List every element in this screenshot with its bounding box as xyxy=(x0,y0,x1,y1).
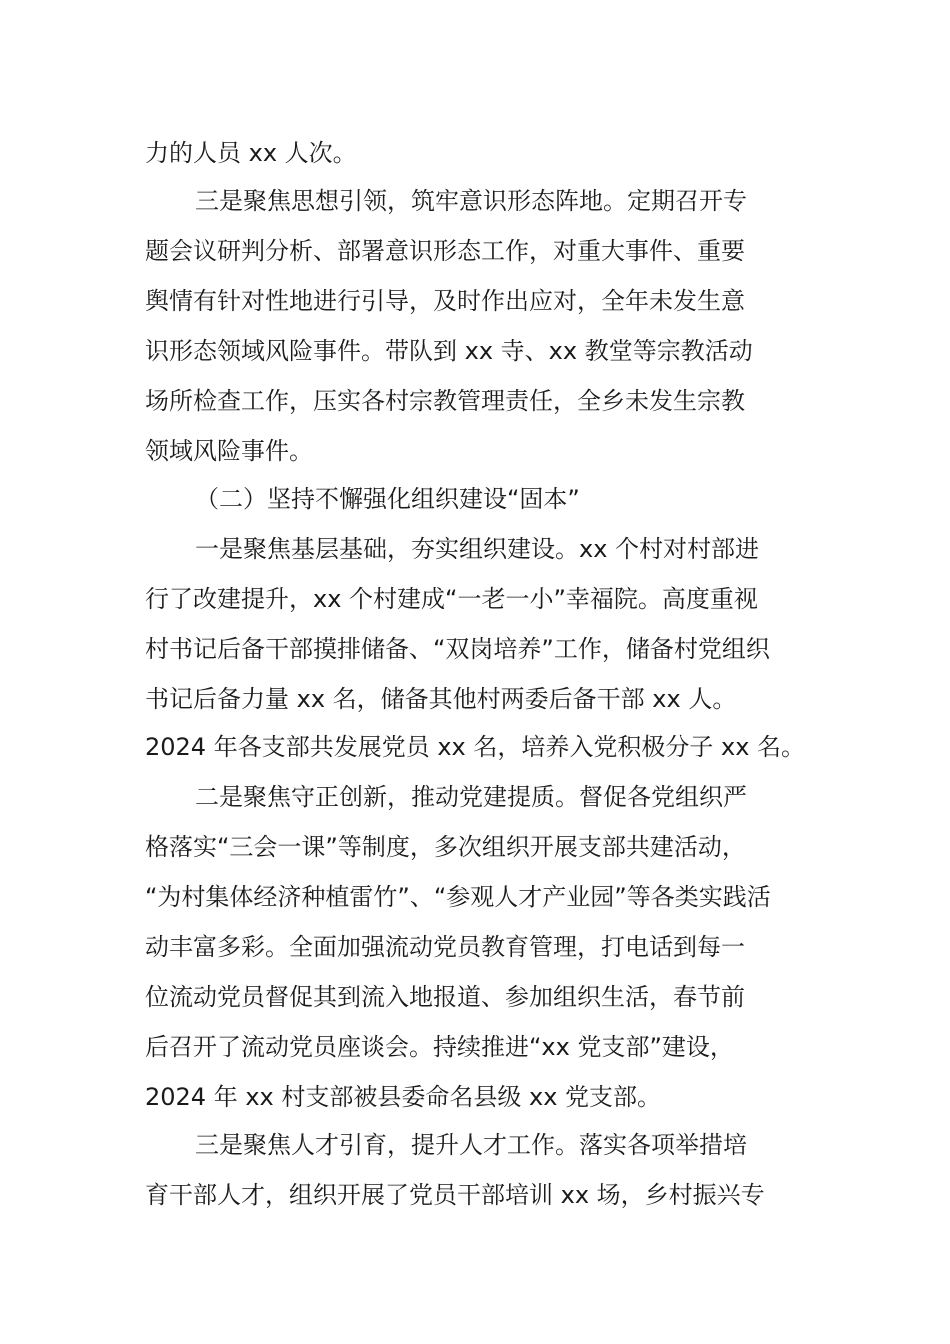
text-line: 后召开了流动党员座谈会。持续推进“xx 党支部”建设， xyxy=(145,1033,734,1061)
text-line: 育干部人才，组织开展了党员干部培训 xx 场，乡村振兴专 xyxy=(145,1181,765,1209)
text-line: 村书记后备干部摸排储备、“双岗培养”工作，储备村党组织 xyxy=(145,635,770,663)
text-line: 格落实“三会一课”等制度，多次组织开展支部共建活动， xyxy=(145,833,746,861)
paragraph-start-line: 二是聚焦守正创新，推动党建提质。督促各党组织严 xyxy=(195,783,747,811)
text-line: 2024 年各支部共发展党员 xx 名，培养入党积极分子 xx 名。 xyxy=(145,733,806,761)
text-line: 识形态领域风险事件。带队到 xx 寺、xx 教堂等宗教活动 xyxy=(145,337,753,365)
text-line: 力的人员 xx 人次。 xyxy=(145,139,357,167)
section-heading: （二）坚持不懈强化组织建设“固本” xyxy=(195,485,580,513)
text-line: 题会议研判分析、部署意识形态工作，对重大事件、重要 xyxy=(145,237,745,265)
text-line: 书记后备力量 xx 名，储备其他村两委后备干部 xx 人。 xyxy=(145,685,737,713)
text-line: 行了改建提升，xx 个村建成“一老一小”幸福院。高度重视 xyxy=(145,585,758,613)
text-line: “为村集体经济种植雷竹”、“参观人才产业园”等各类实践活 xyxy=(145,883,771,911)
text-line: 动丰富多彩。全面加强流动党员教育管理，打电话到每一 xyxy=(145,933,745,961)
paragraph-start-line: 三是聚焦人才引育，提升人才工作。落实各项举措培 xyxy=(195,1131,747,1159)
text-line: 场所检查工作，压实各村宗教管理责任，全乡未发生宗教 xyxy=(145,387,745,415)
text-line: 领域风险事件。 xyxy=(145,437,313,465)
text-line: 2024 年 xx 村支部被县委命名县级 xx 党支部。 xyxy=(145,1083,662,1111)
paragraph-start-line: 三是聚焦思想引领，筑牢意识形态阵地。定期召开专 xyxy=(195,187,747,215)
paragraph-start-line: 一是聚焦基层基础，夯实组织建设。xx 个村对村部进 xyxy=(195,535,760,563)
text-line: 舆情有针对性地进行引导，及时作出应对，全年未发生意 xyxy=(145,287,745,315)
text-line: 位流动党员督促其到流入地报道、参加组织生活，春节前 xyxy=(145,983,745,1011)
